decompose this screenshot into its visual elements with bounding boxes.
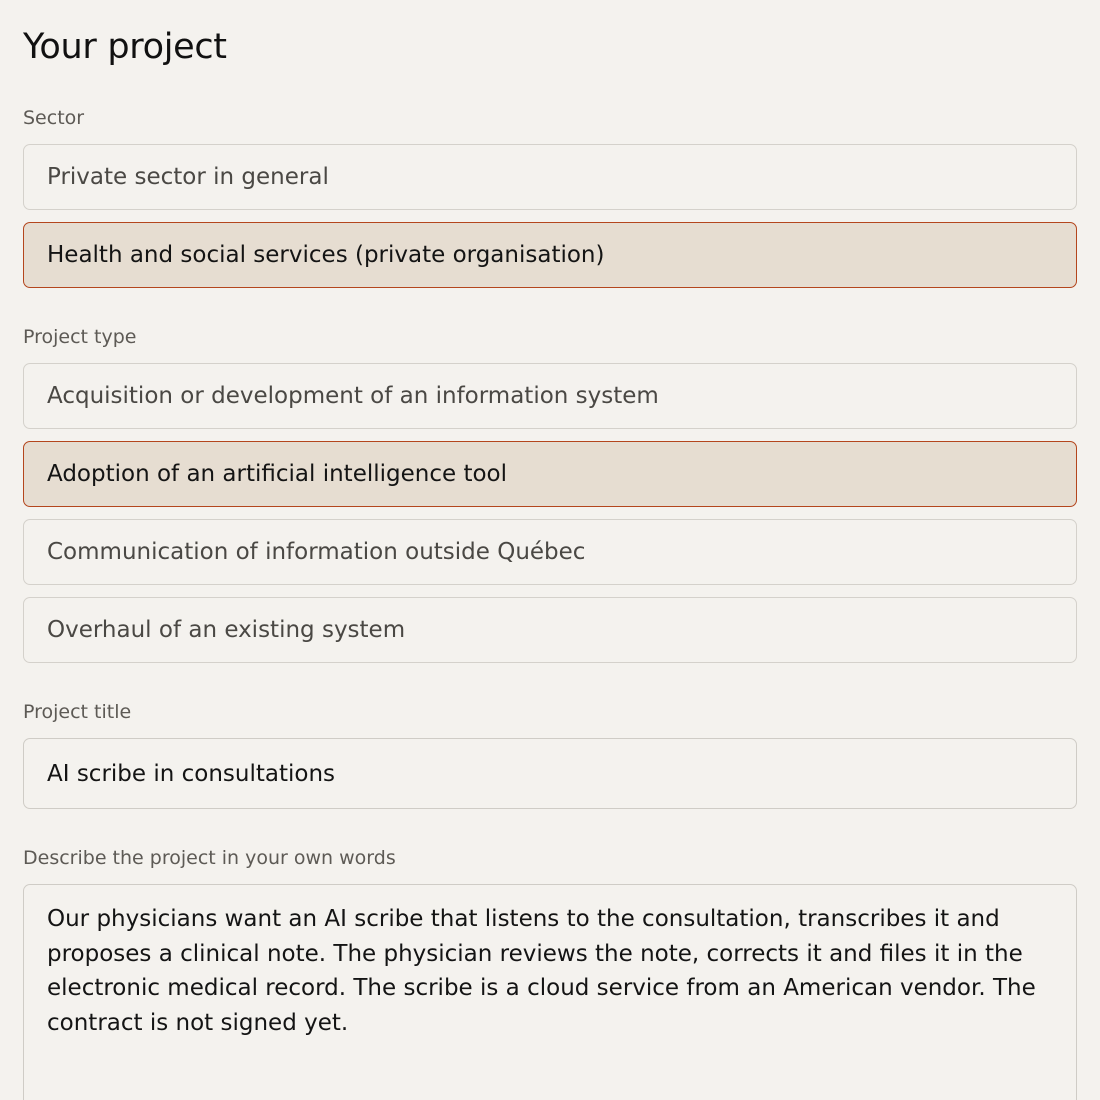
project-type-option-overhaul[interactable]: Overhaul of an existing system xyxy=(23,597,1077,663)
description-textarea[interactable]: Our physicians want an AI scribe that listens to the consultation, transcribes it and proposes a clinical note. The physician reviews the note, corrects it and files it in the electronic medical record. The scribe is a cloud service from an American vendor. The contract is not signed yet. xyxy=(23,884,1077,1100)
sector-options xyxy=(23,144,1077,288)
page-title: Your project xyxy=(23,27,227,67)
project-title-input[interactable]: AI scribe in consultations xyxy=(23,738,1077,809)
sector-option-health-social[interactable]: Health and social services (private organisation) xyxy=(23,222,1077,288)
project-type-option-acquisition[interactable]: Acquisition or development of an information system xyxy=(23,363,1077,429)
project-type-option-communication[interactable]: Communication of information outside Québec xyxy=(23,519,1077,585)
sector-label: Sector xyxy=(23,107,85,129)
project-type-options xyxy=(23,363,1077,663)
description-label: Describe the project in your own words xyxy=(23,847,396,869)
project-type-option-ai-tool[interactable]: Adoption of an artificial intelligence tool xyxy=(23,441,1077,507)
project-type-label: Project type xyxy=(23,326,137,348)
project-title-label: Project title xyxy=(23,701,132,723)
sector-option-private-general[interactable]: Private sector in general xyxy=(23,144,1077,210)
